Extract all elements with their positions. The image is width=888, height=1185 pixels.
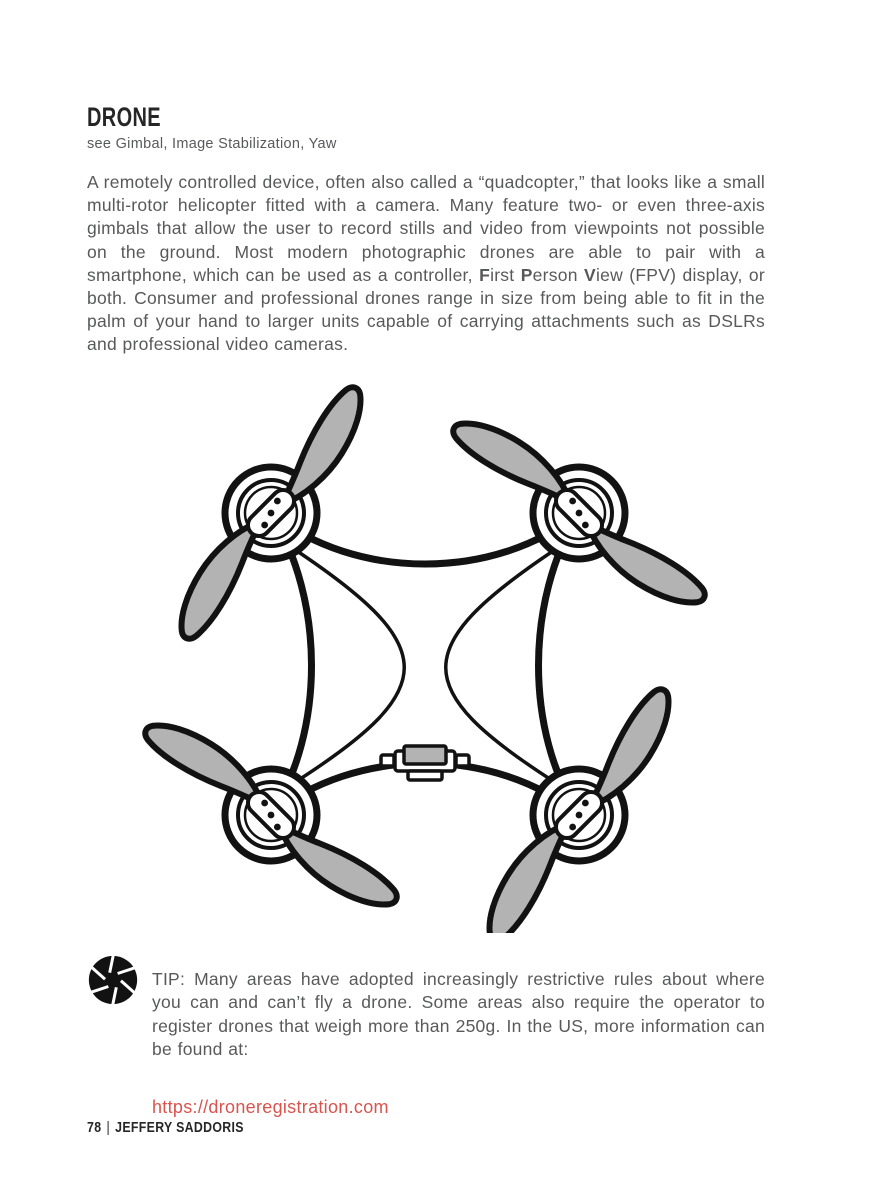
tip-section bbox=[87, 951, 765, 1079]
definition-paragraph: A remotely controlled device, often also called a “quadcopter,” that looks like a small multi-rotor helicopter fitted with a camera. Many feature two- or even three-axis gimbals that allow the user to record stills and video from viewpoints not possible on the ground. Most modern photographic drones are able to pair with a smartphone, which can be used as a controller, First Person View (FPV) display, or both. Consumer and professional drones range in size from being able to fit in the palm of your hand to larger units capable of carrying attachments such as DSLRs and professional video cameras. bbox=[87, 172, 765, 355]
camera-top-plate bbox=[404, 746, 446, 764]
aperture-icon bbox=[87, 954, 139, 1006]
drone-illustration bbox=[130, 383, 722, 933]
registration-link-line bbox=[152, 1097, 765, 1118]
tip-text: TIP: Many areas have adopted increasingly restrictive rules about where you can and can’t fly a drone. Some areas also require the operator to register drones that weigh more than 250g. In the US, more information can be found at: bbox=[152, 969, 765, 1059]
page-footer bbox=[87, 1120, 244, 1136]
page-number: 78 bbox=[87, 1120, 102, 1136]
figure-container bbox=[87, 383, 765, 933]
see-also-line: see Gimbal, Image Stabilization, Yaw bbox=[87, 136, 337, 152]
camera-side-knob bbox=[381, 755, 394, 766]
page-title: DRONE bbox=[87, 102, 162, 132]
author-name: JEFFERY SADDORIS bbox=[115, 1120, 244, 1136]
registration-link[interactable]: https://droneregistration.com bbox=[152, 1097, 389, 1118]
camera-side-knob bbox=[456, 755, 469, 766]
footer-divider: | bbox=[106, 1120, 111, 1136]
camera-lip bbox=[408, 771, 442, 780]
